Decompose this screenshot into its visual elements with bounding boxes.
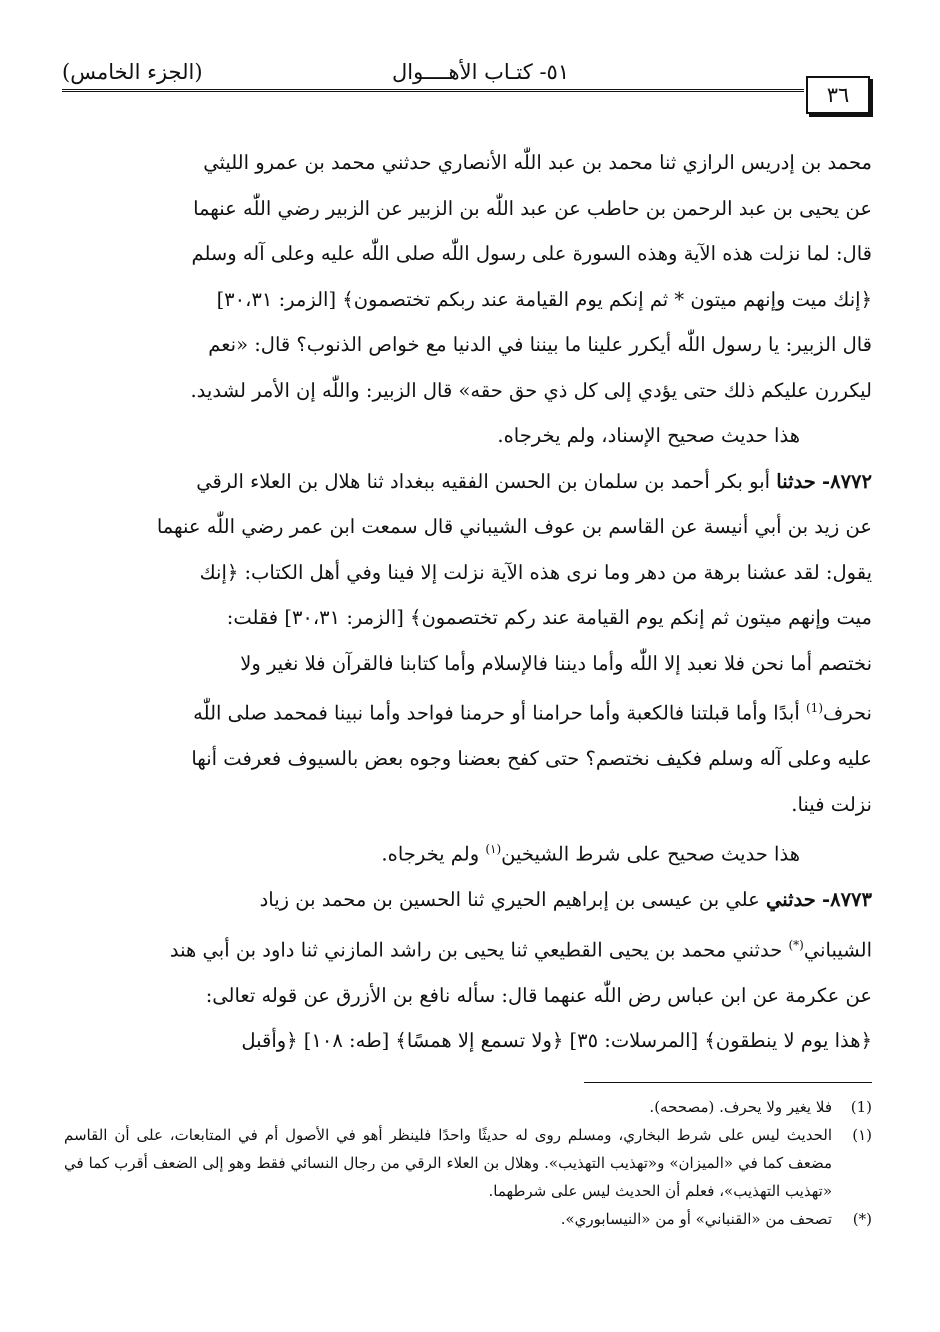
- footnote-text: فلا يغير ولا يحرف. (مصححه).: [649, 1098, 832, 1116]
- text-line: عن يحيى بن عبد الرحمن بن حاطب عن عبد اللّٰه بن الزبير عن الزبير رضي اللّٰه عنهما: [193, 196, 872, 220]
- header-rule: [62, 89, 804, 92]
- text-line: ﴿إنك ميت وإنهم ميتون * ثم إنكم يوم القيامة عند ربكم تختصمون﴾ [الزمر: ٣٠،٣١]: [216, 287, 872, 311]
- text-line: ميت وإنهم ميتون ثم إنكم يوم القيامة عند ركم تختصمون﴾ [الزمر: ٣٠،٣١] فقلت:: [226, 606, 872, 629]
- text-span: علي بن عيسى بن إبراهيم الحيري ثنا الحسين بن محمد بن زياد: [259, 888, 760, 911]
- footnote: [64, 1121, 872, 1205]
- transmission-word: حدثنا: [776, 469, 816, 493]
- footnote-text: تصحف من «القنباني» أو من «النيسابوري».: [560, 1210, 832, 1228]
- main-text: [64, 140, 872, 1064]
- book-title: ٥١- كتـاب الأهــــوال: [392, 60, 570, 84]
- text-line: عن عكرمة عن ابن عباس رض اللّٰه عنهما قال: سأله نافع بن الأزرق عن قوله تعالى:: [205, 983, 872, 1007]
- footnote: [64, 1093, 872, 1121]
- hadith-number: ٨٧٧٣-: [822, 888, 872, 911]
- text-line: ﴿هذا يوم لا ينطقون﴾ [المرسلات: ٣٥] ﴿ولا تسمع إلا همسًا﴾ [طه: ١٠٨] ﴿وأقبل: [241, 1029, 872, 1052]
- text-line: عليه وعلى آله وسلم فكيف نختصم؟ حتى كفح بعضنا وجوه بعض بالسيوف فعرفت أنها: [191, 747, 872, 770]
- text-span: حدثني محمد بن يحيى القطيعي ثنا يحيى بن راشد المازني ثنا داود بن أبي هند: [169, 938, 789, 961]
- footnote-ref: (1): [805, 701, 823, 715]
- page-number: ٣٦: [806, 76, 870, 114]
- hadith-number: ٨٧٧٢-: [822, 469, 872, 493]
- footnote-mark: (١): [852, 1126, 872, 1144]
- footnote-separator: [584, 1082, 872, 1083]
- text-span: هذا حديث صحيح على شرط الشيخين: [501, 842, 800, 866]
- text-span: ولم يخرجاه.: [381, 842, 486, 866]
- text-line: [64, 923, 872, 973]
- transmission-word: حدثني: [765, 888, 816, 911]
- footnotes: [64, 1093, 872, 1233]
- hadith-grade: [64, 827, 872, 877]
- text-line: [64, 686, 872, 736]
- footnote-ref: (*): [788, 937, 804, 952]
- text-line: ليكررن عليكم ذلك حتى يؤدي إلى كل ذي حق حقه» قال الزبير: واللّٰه إن الأمر لشديد.: [190, 378, 872, 402]
- volume-label: (الجزء الخامس): [62, 60, 203, 84]
- hadith-grade: هذا حديث صحيح الإسناد، ولم يخرجاه.: [497, 424, 800, 447]
- text-line: قال الزبير: يا رسول اللّٰه أيكرر علينا ما بيننا في الدنيا مع خواص الذنوب؟ قال: «نعم: [208, 333, 872, 356]
- text-line: عن زيد بن أبي أنيسة عن القاسم بن عوف الشيباني قال سمعت ابن عمر رضي اللّٰه عنهما: [156, 515, 872, 538]
- text-line: نختصم أما نحن فلا نعبد إلا اللّٰه وأما ديننا فالإسلام وأما كتابنا فالقرآن فلا نغير ولا: [240, 651, 872, 675]
- footnote: [64, 1205, 872, 1233]
- text-line: قال: لما نزلت هذه الآية وهذه السورة على رسول اللّٰه صلى اللّٰه عليه وعلى آله وسلم: [191, 242, 872, 265]
- text-span: الشيباني: [803, 938, 872, 961]
- text-span: نحرف: [823, 701, 872, 725]
- running-header: [62, 56, 870, 107]
- footnote-mark: (1): [850, 1098, 872, 1116]
- text-line: نزلت فينا.: [791, 792, 872, 816]
- hadith-8772-line: [64, 459, 872, 505]
- text-line: محمد بن إدريس الرازي ثنا محمد بن عبد اللّٰه الأنصاري حدثني محمد بن عمرو الليثي: [203, 151, 872, 174]
- footnote-mark: (*): [852, 1210, 872, 1228]
- text-span: أبدًا وأما قبلتنا فالكعبة وأما حرامنا أو حرمنا فواحد وأما نبينا فمحمد صلى اللّٰه: [193, 701, 806, 725]
- hadith-8773-line: [64, 877, 872, 923]
- text-line: يقول: لقد عشنا برهة من دهر وما نرى هذه الآية نزلت إلا فينا وفي أهل الكتاب: ﴿إنك: [199, 560, 872, 584]
- text-span: أبو بكر أحمد بن سلمان بن الحسن الفقيه ببغداد ثنا هلال بن العلاء الرقي: [196, 469, 771, 493]
- footnote-ref: (١): [485, 842, 502, 856]
- footnote-text: الحديث ليس على شرط البخاري، ومسلم روى له حديثًا واحدًا فلينظر أهو في الأصول أم في المتابعات، على أن القاسم مضعف كما في «الميزان» و«تهذيب التهذيب». وهلال بن العلاء الرقي من رجال النسائي فقط وهو إلى الضعف أقرب كما في «تهذيب التهذيب»، فعلم أن الحديث ليس على شرطهما.: [64, 1126, 832, 1200]
